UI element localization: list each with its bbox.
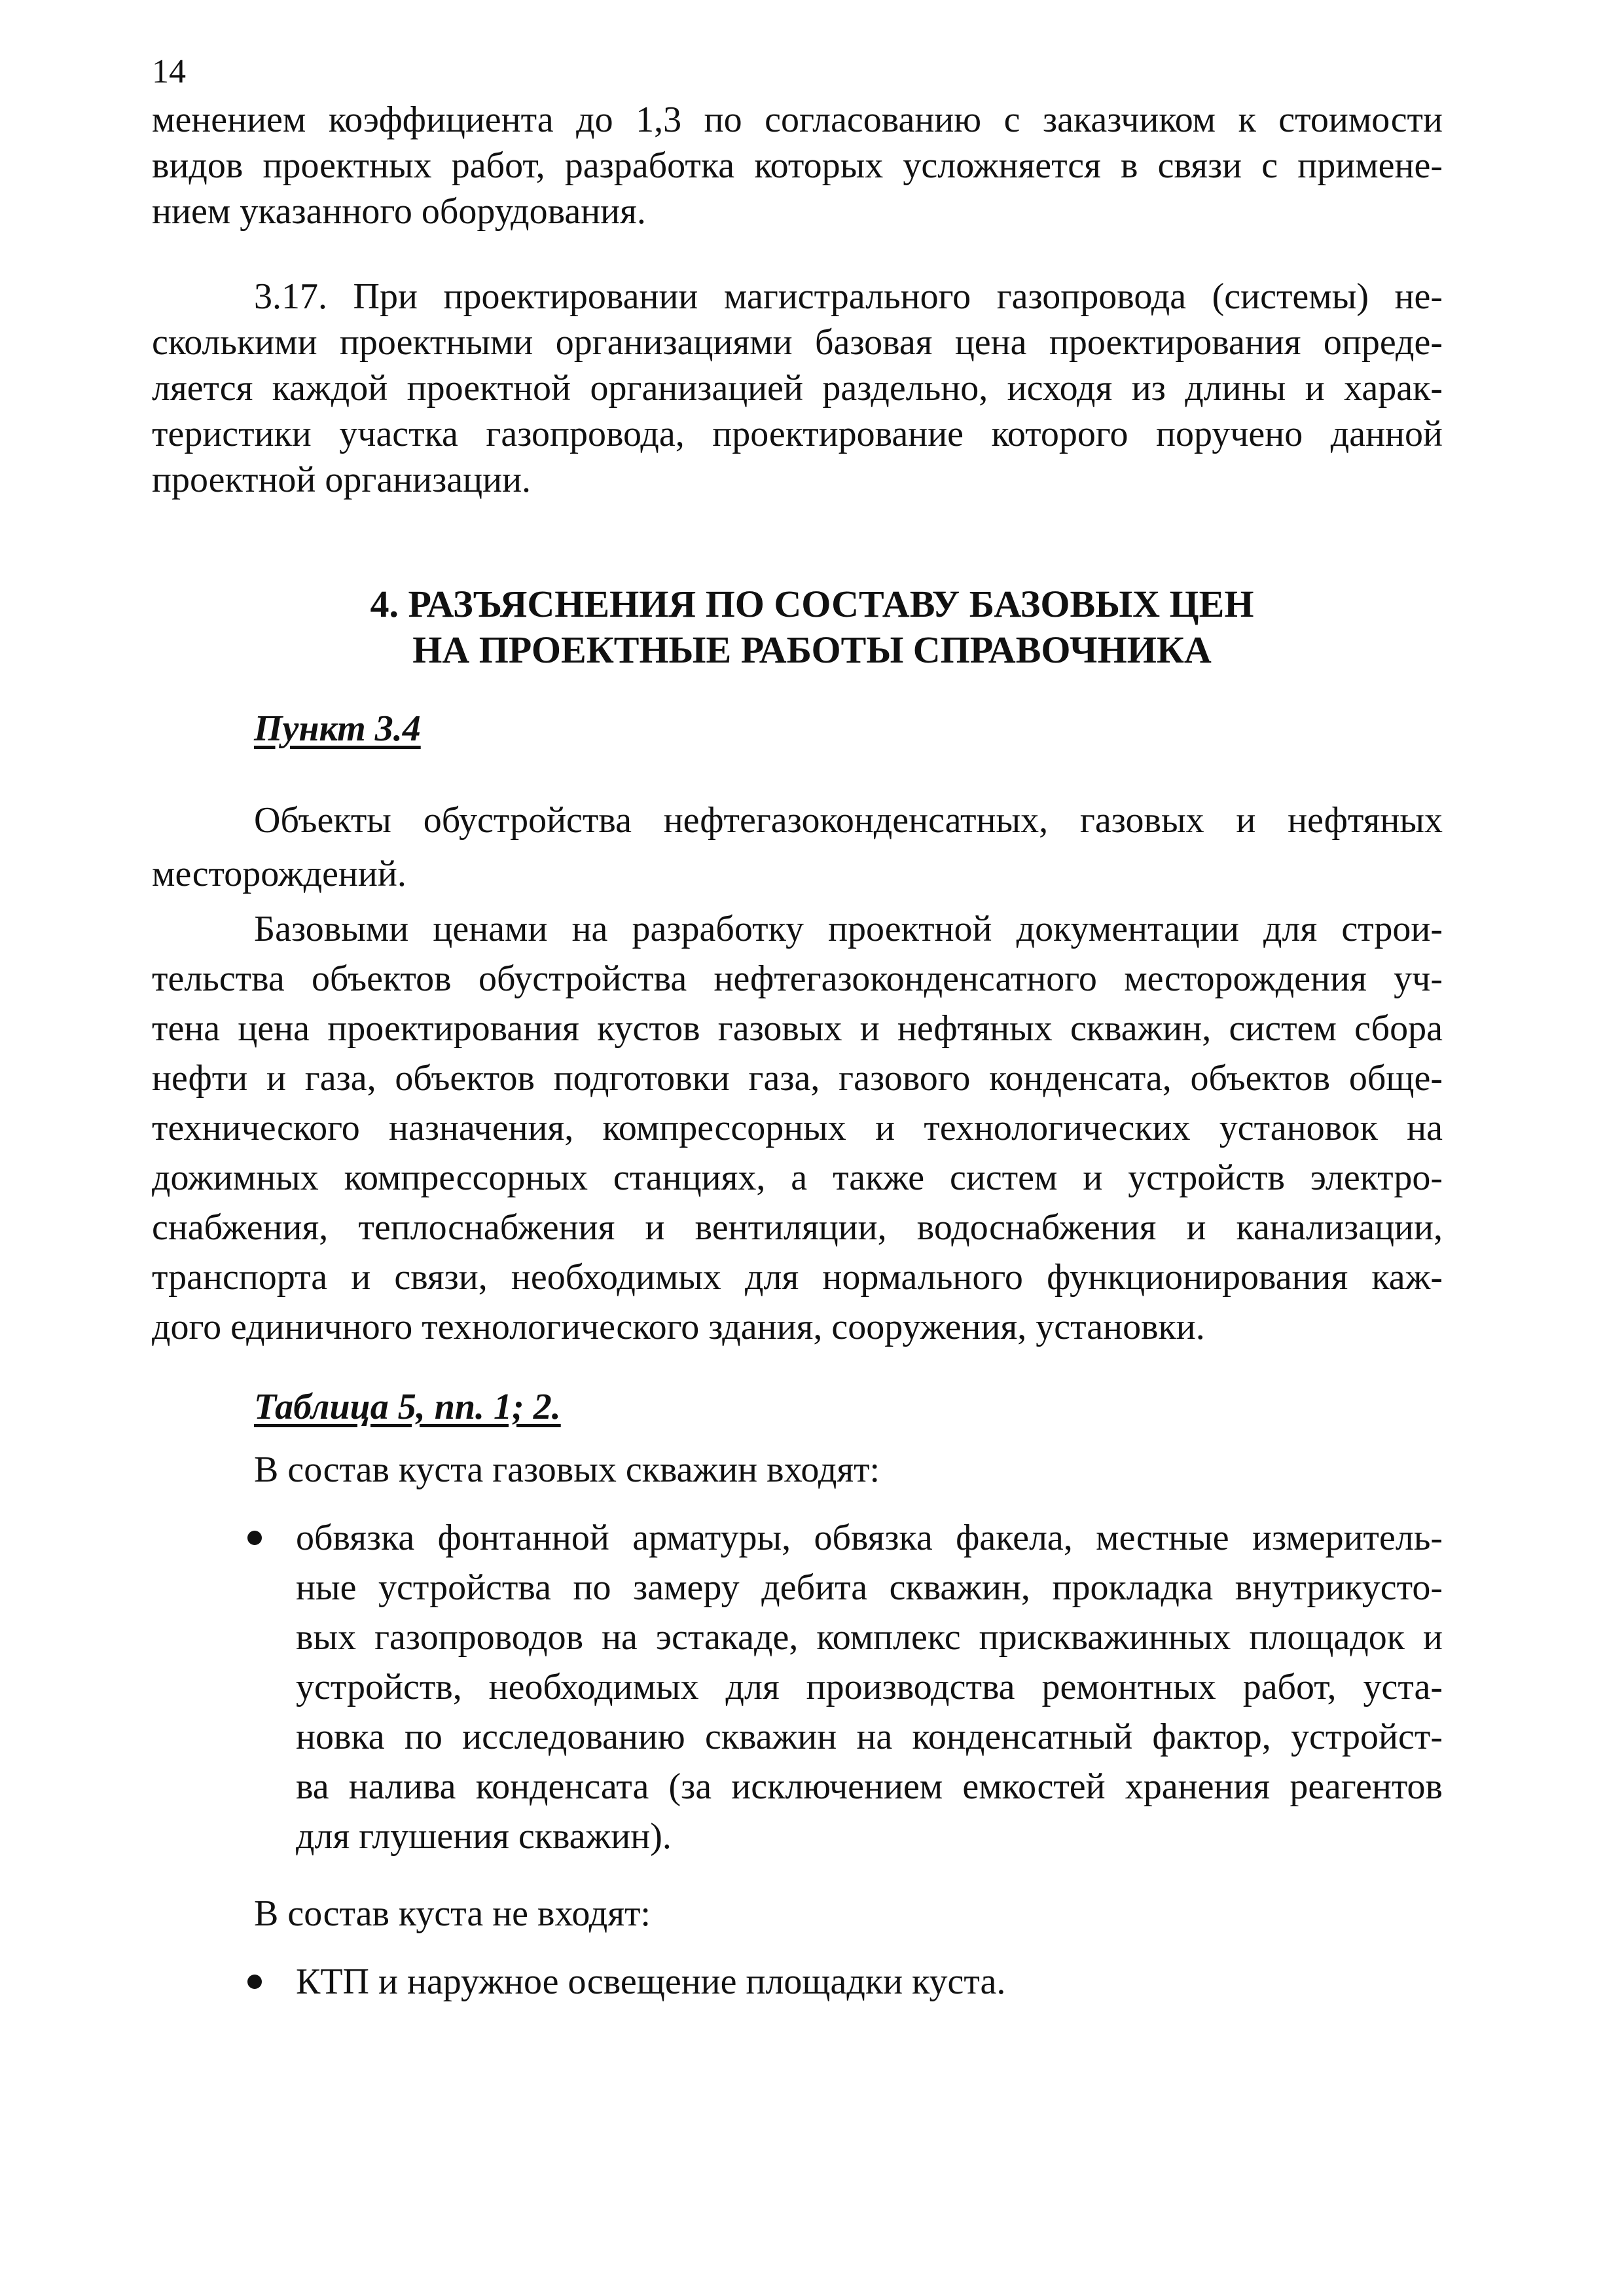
bullet-icon [247,1531,262,1545]
text-line: нием указанного оборудования. [152,191,646,232]
text-line: менением коэффициента до 1,3 по согласованию с заказчиком к стоимости [152,100,1443,140]
text-line: нефти и газа, объектов подготовки газа, газового конденсата, объектов обще- [152,1058,1443,1099]
heading-line: НА ПРОЕКТНЫЕ РАБОТЫ СПРАВОЧНИКА [412,629,1212,671]
list-item-line: устройств, необходимых для производства ремонтных работ, уста- [296,1667,1443,1707]
text-line: проектной организации. [152,460,532,500]
list-item-line: ные устройства по замеру дебита скважин, прокладка внутрикусто- [296,1567,1443,1608]
list-item-line: новка по исследованию скважин на конденсатный фактор, устройст- [296,1717,1443,1757]
bullet-icon [247,1975,262,1989]
text-line: транспорта и связи, необходимых для нормального функционирования каж- [152,1257,1443,1298]
text-line: тена цена проектирования кустов газовых и нефтяных скважин, систем сбора [152,1008,1443,1049]
text-line: Базовыми ценами на разработку проектной документации для строи- [254,909,1443,949]
text-line: ляется каждой проектной организацией раздельно, исходя из длины и харак- [152,368,1443,409]
list-item-line: вых газопроводов на эстакаде, комплекс прискважинных площадок и [296,1617,1443,1658]
text-line: тельства объектов обустройства нефтегазоконденсатного месторождения уч- [152,958,1443,999]
text-line: дого единичного технологического здания, сооружения, установки. [152,1307,1205,1347]
list-item-line: ва налива конденсата (за исключением емкостей хранения реагентов [296,1766,1443,1807]
page-number: 14 [152,53,186,90]
text-line: сколькими проектными организациями базовая цена проектирования опреде- [152,322,1443,363]
text-line: Объекты обустройства нефтегазоконденсатных, газовых и нефтяных [254,800,1443,841]
text-line: дожимных компрессорных станциях, а также систем и устройств электро- [152,1157,1443,1198]
text-line: видов проектных работ, разработка которых усложняется в связи с примене- [152,145,1443,186]
list-item-line: КТП и наружное освещение площадки куста. [296,1961,1006,2002]
included-intro: В состав куста газовых скважин входят: [254,1449,880,1490]
text-line: теристики участка газопровода, проектирование которого поручено данной [152,414,1443,454]
text-line: 3.17. При проектировании магистрального газопровода (системы) не- [254,276,1443,317]
list-item-line: для глушения скважин). [296,1816,672,1857]
excluded-intro: В состав куста не входят: [254,1893,651,1934]
list-item-line: обвязка фонтанной арматуры, обвязка факела, местные измеритель- [296,1518,1443,1558]
text-line: месторождений. [152,854,406,894]
heading-line: 4. РАЗЪЯСНЕНИЯ ПО СОСТАВУ БАЗОВЫХ ЦЕН [370,583,1254,625]
text-line: технического назначения, компрессорных и технологических установок на [152,1108,1443,1148]
subheading-table: Таблица 5, пп. 1; 2. [254,1387,561,1427]
text-line: снабжения, теплоснабжения и вентиляции, водоснабжения и канализации, [152,1207,1443,1248]
subheading-punkt: Пункт 3.4 [254,708,421,749]
